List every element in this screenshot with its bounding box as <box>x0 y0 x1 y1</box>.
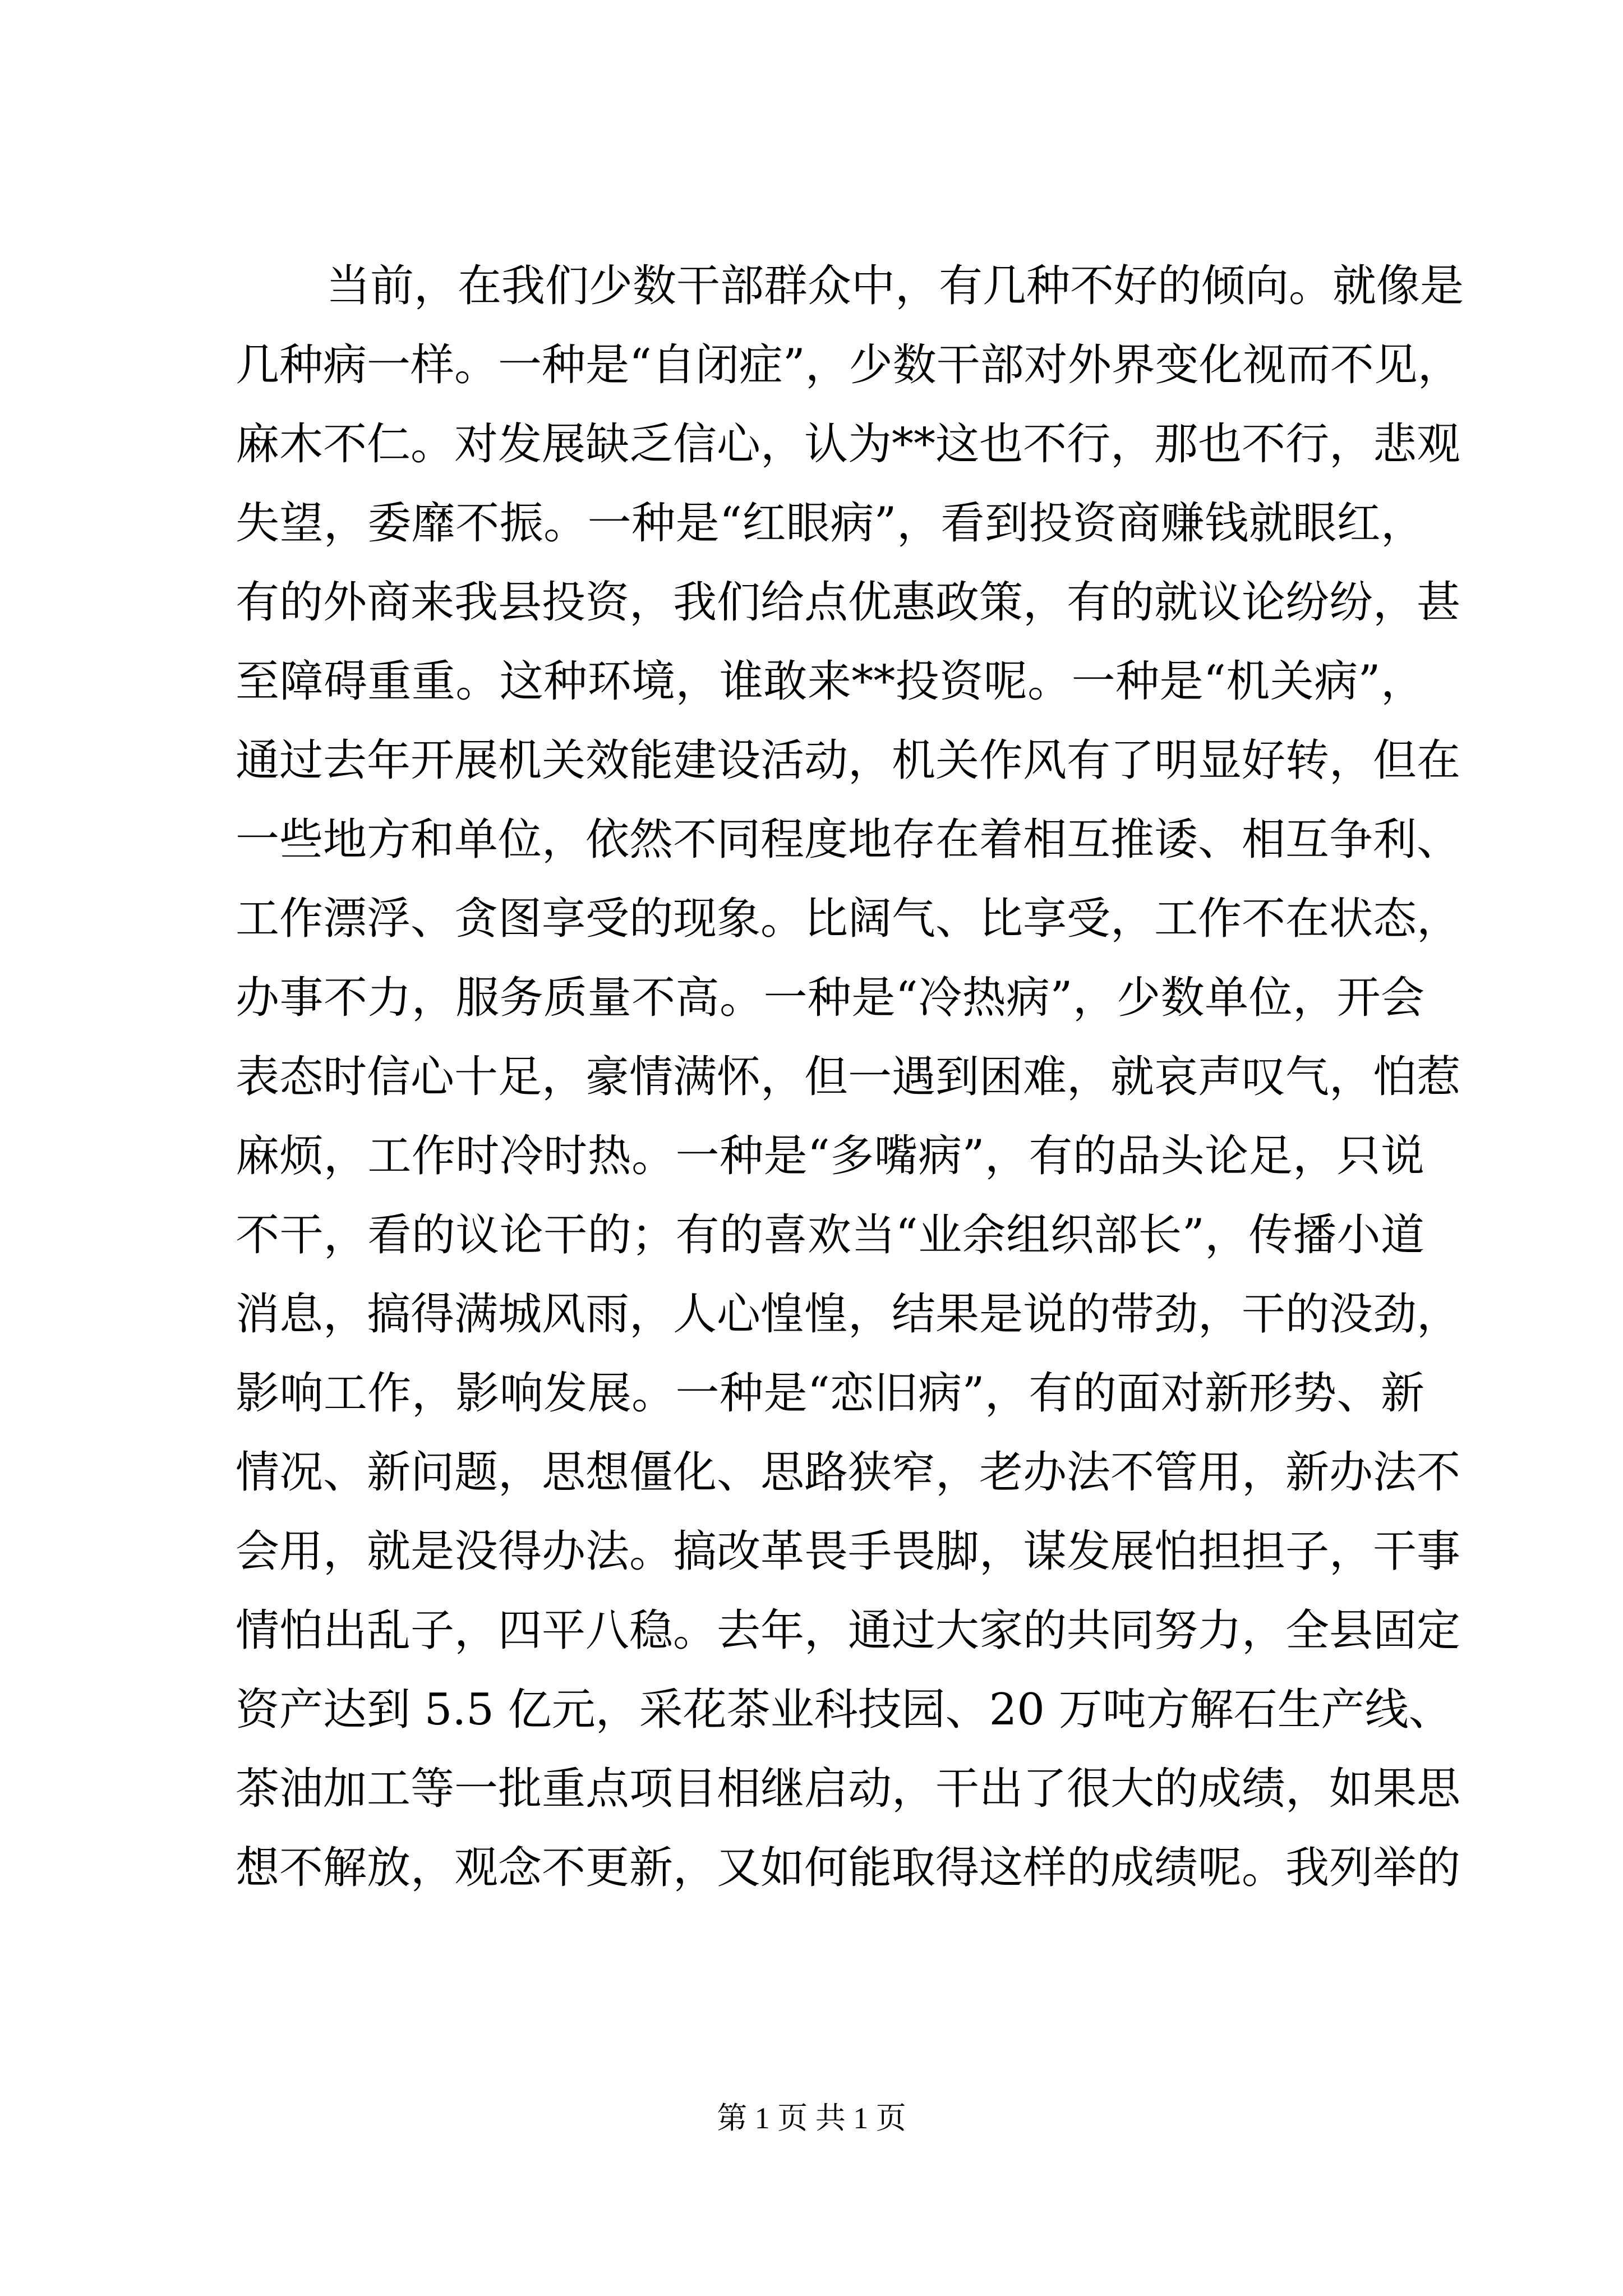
text-line: 几种病一样。一种是“自闭症”，少数干部对外界变化视而不见， <box>236 340 1461 390</box>
page-number-footer: 第 1 页 共 1 页 <box>717 2101 906 2135</box>
text-line: 失望，委靡不振。一种是“红眼病”，看到投资商赚钱就眼红， <box>236 498 1424 549</box>
text-line: 影响工作，影响发展。一种是“恋旧病”，有的面对新形势、新 <box>236 1368 1424 1419</box>
text-line: 表态时信心十足，豪情满怀，但一遇到困难，就哀声叹气，怕惹 <box>236 1052 1461 1102</box>
text-line: 麻木不仁。对发展缺乏信心，认为**这也不行，那也不行，悲观 <box>236 419 1461 470</box>
text-line: 茶油加工等一批重点项目相继启动，干出了很大的成绩，如果思 <box>236 1764 1461 1814</box>
text-line: 情况、新问题，思想僵化、思路狭窄，老办法不管用，新办法不 <box>236 1447 1461 1498</box>
text-line: 资产达到 5.5 亿元，采花茶业科技园、20 万吨方解石生产线、 <box>236 1685 1453 1735</box>
text-line: 有的外商来我县投资，我们给点优惠政策，有的就议论纷纷，甚 <box>236 577 1461 628</box>
text-line: 会用，就是没得办法。搞改革畏手畏脚，谋发展怕担担子，干事 <box>236 1526 1461 1577</box>
text-line: 工作漂浮、贪图享受的现象。比阔气、比享受，工作不在状态， <box>236 894 1461 944</box>
text-line: 想不解放，观念不更新，又如何能取得这样的成绩呢。我列举的 <box>236 1843 1461 1893</box>
text-line: 办事不力，服务质量不高。一种是“冷热病”，少数单位，开会 <box>236 973 1424 1023</box>
text-line: 当前，在我们少数干部群众中，有几种不好的倾向。就像是 <box>326 261 1464 311</box>
body-paragraph <box>236 247 1464 1908</box>
text-line: 不干，看的议论干的；有的喜欢当“业余组织部长”，传播小道 <box>236 1210 1424 1260</box>
text-line: 至障碍重重。这种环境，谁敢来**投资呢。一种是“机关病”， <box>236 656 1424 707</box>
text-line: 消息，搞得满城风雨，人心惶惶，结果是说的带劲，干的没劲， <box>236 1289 1461 1340</box>
text-line: 一些地方和单位，依然不同程度地存在着相互推诿、相互争利、 <box>236 815 1461 865</box>
text-line: 麻烦，工作时冷时热。一种是“多嘴病”，有的品头论足，只说 <box>236 1131 1424 1181</box>
text-line: 通过去年开展机关效能建设活动，机关作风有了明显好转，但在 <box>236 735 1461 786</box>
text-line: 情怕出乱子，四平八稳。去年，通过大家的共同努力，全县固定 <box>236 1605 1461 1656</box>
